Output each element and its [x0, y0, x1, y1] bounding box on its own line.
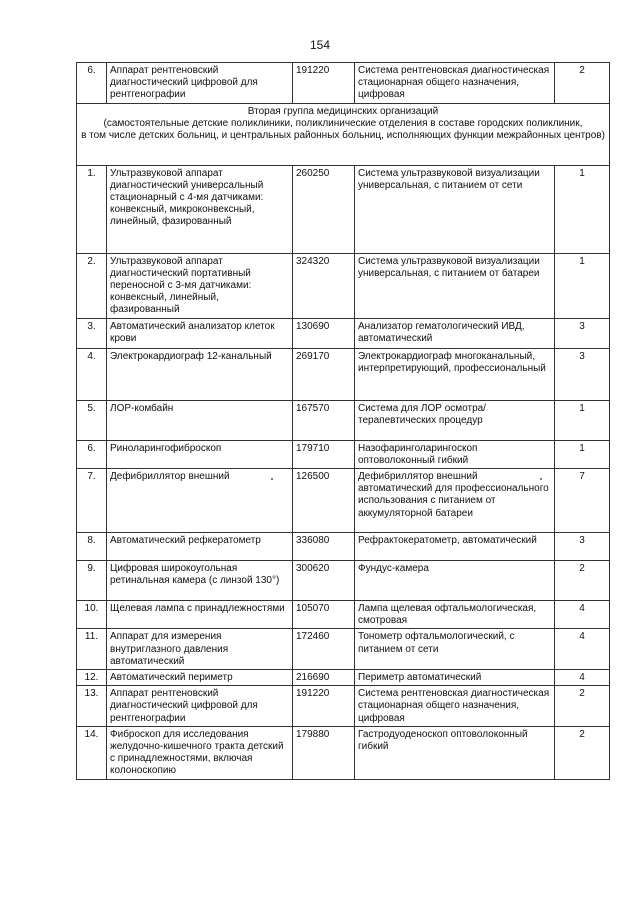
equipment-type: Периметр автоматический	[355, 670, 555, 686]
equipment-name: Цифровая широкоугольная ретинальная камера (с линзой 130°)	[107, 561, 293, 601]
group-header-row	[77, 103, 610, 165]
table-row	[77, 253, 610, 318]
equipment-name: Автоматический периметр	[107, 670, 293, 686]
nomenclature-code: 130690	[293, 318, 355, 348]
quantity: 4	[555, 601, 610, 629]
equipment-name: Автоматический анализатор клеток крови	[107, 318, 293, 348]
equipment-name: Аппарат рентгеновский диагностический цифровой для рентгенографии	[107, 63, 293, 104]
row-number: 13.	[77, 686, 107, 727]
quantity: 3	[555, 318, 610, 348]
quantity: 2	[555, 561, 610, 601]
nomenclature-code: 216690	[293, 670, 355, 686]
quantity: 3	[555, 348, 610, 400]
table-row	[77, 629, 610, 670]
row-number: 14.	[77, 726, 107, 779]
equipment-type: Система ультразвуковой визуализации универсальная, с питанием от сети	[355, 165, 555, 253]
row-number: 1.	[77, 165, 107, 253]
page-number: 154	[309, 38, 331, 52]
nomenclature-code: 324320	[293, 253, 355, 318]
table-row	[77, 440, 610, 468]
nomenclature-code: 167570	[293, 400, 355, 440]
equipment-name: Аппарат рентгеновский диагностический цифровой для рентгенографии	[107, 686, 293, 727]
equipment-type: Система рентгеновская диагностическая стационарная общего назначения, цифровая	[355, 63, 555, 104]
group-title: Вторая группа медицинских организаций	[247, 105, 439, 117]
equipment-name: Автоматический рефкератометр	[107, 533, 293, 561]
equipment-type: Дефибриллятор внешний автоматический для профессионального использования с питанием от аккумуляторной батареи	[355, 469, 555, 533]
table-row	[77, 469, 610, 533]
equipment-name: Щелевая лампа с принадлежностями	[107, 601, 293, 629]
row-number: 6.	[77, 63, 107, 104]
quantity: 2	[555, 63, 610, 104]
row-number: 8.	[77, 533, 107, 561]
equipment-type: Система рентгеновская диагностическая стационарная общего назначения, цифровая	[355, 686, 555, 727]
quantity: 7	[555, 469, 610, 533]
table-row	[77, 348, 610, 400]
row-number: 9.	[77, 561, 107, 601]
quantity: 4	[555, 629, 610, 670]
equipment-table	[76, 62, 610, 780]
quantity: 1	[555, 440, 610, 468]
nomenclature-code: 191220	[293, 686, 355, 727]
table-row	[77, 726, 610, 779]
group-description: (самостоятельные детские поликлиники, поликлинические отделения в составе городских поликлиник,	[103, 117, 583, 129]
table-row	[77, 601, 610, 629]
row-number: 4.	[77, 348, 107, 400]
nomenclature-code: 260250	[293, 165, 355, 253]
quantity: 1	[555, 253, 610, 318]
row-number: 11.	[77, 629, 107, 670]
equipment-type: Назофаринголарингоскоп оптоволоконный гибкий	[355, 440, 555, 468]
nomenclature-code: 191220	[293, 63, 355, 104]
equipment-type: Система для ЛОР осмотра/терапевтических процедур	[355, 400, 555, 440]
equipment-type: Рефрактокератометр, автоматический	[355, 533, 555, 561]
scan-speck	[271, 478, 273, 480]
nomenclature-code: 172460	[293, 629, 355, 670]
equipment-type: Лампа щелевая офтальмологическая, смотровая	[355, 601, 555, 629]
table-row	[77, 533, 610, 561]
row-number: 10.	[77, 601, 107, 629]
nomenclature-code: 300620	[293, 561, 355, 601]
row-number: 6.	[77, 440, 107, 468]
equipment-name: Ультразвуковой аппарат диагностический универсальный стационарный с 4-мя датчиками: конвексный, микроконвексный, линейный, фазированный	[107, 165, 293, 253]
group-header	[77, 103, 610, 165]
equipment-type: Гастродуоденоскоп оптоволоконный гибкий	[355, 726, 555, 779]
table-row	[77, 686, 610, 727]
equipment-type: Электрокардиограф многоканальный, интерпретирующий, профессиональный	[355, 348, 555, 400]
quantity: 1	[555, 400, 610, 440]
scan-speck	[540, 478, 542, 480]
quantity: 3	[555, 533, 610, 561]
row-number: 3.	[77, 318, 107, 348]
nomenclature-code: 336080	[293, 533, 355, 561]
table-row	[77, 561, 610, 601]
equipment-type: Тонометр офтальмологический, с питанием от сети	[355, 629, 555, 670]
nomenclature-code: 179710	[293, 440, 355, 468]
quantity: 2	[555, 726, 610, 779]
equipment-name: Дефибриллятор внешний	[107, 469, 293, 533]
row-number: 2.	[77, 253, 107, 318]
nomenclature-code: 269170	[293, 348, 355, 400]
table-row	[77, 318, 610, 348]
equipment-name: Аппарат для измерения внутриглазного давления автоматический	[107, 629, 293, 670]
nomenclature-code: 105070	[293, 601, 355, 629]
quantity: 2	[555, 686, 610, 727]
equipment-name: Электрокардиограф 12-канальный	[107, 348, 293, 400]
row-number: 5.	[77, 400, 107, 440]
row-number: 12.	[77, 670, 107, 686]
equipment-name: ЛОР-комбайн	[107, 400, 293, 440]
nomenclature-code: 179880	[293, 726, 355, 779]
table-row	[77, 165, 610, 253]
quantity: 1	[555, 165, 610, 253]
nomenclature-code: 126500	[293, 469, 355, 533]
group-description-continued: в том числе детских больниц, и центральных районных больниц, исполняющих функции межрайонных центров)	[81, 130, 605, 142]
equipment-name: Фиброскоп для исследования желудочно-кишечного тракта детский с принадлежностями, включая колоноскопию	[107, 726, 293, 779]
table-row	[77, 63, 610, 104]
table-row	[77, 670, 610, 686]
equipment-type: Фундус-камера	[355, 561, 555, 601]
table-row	[77, 400, 610, 440]
equipment-name: Риноларингофиброскоп	[107, 440, 293, 468]
equipment-name: Ультразвуковой аппарат диагностический портативный переносной с 3-мя датчиками: конвексный, линейный, фазированный	[107, 253, 293, 318]
equipment-type: Анализатор гематологический ИВД, автоматический	[355, 318, 555, 348]
equipment-type: Система ультразвуковой визуализации универсальная, с питанием от батареи	[355, 253, 555, 318]
quantity: 4	[555, 670, 610, 686]
row-number: 7.	[77, 469, 107, 533]
